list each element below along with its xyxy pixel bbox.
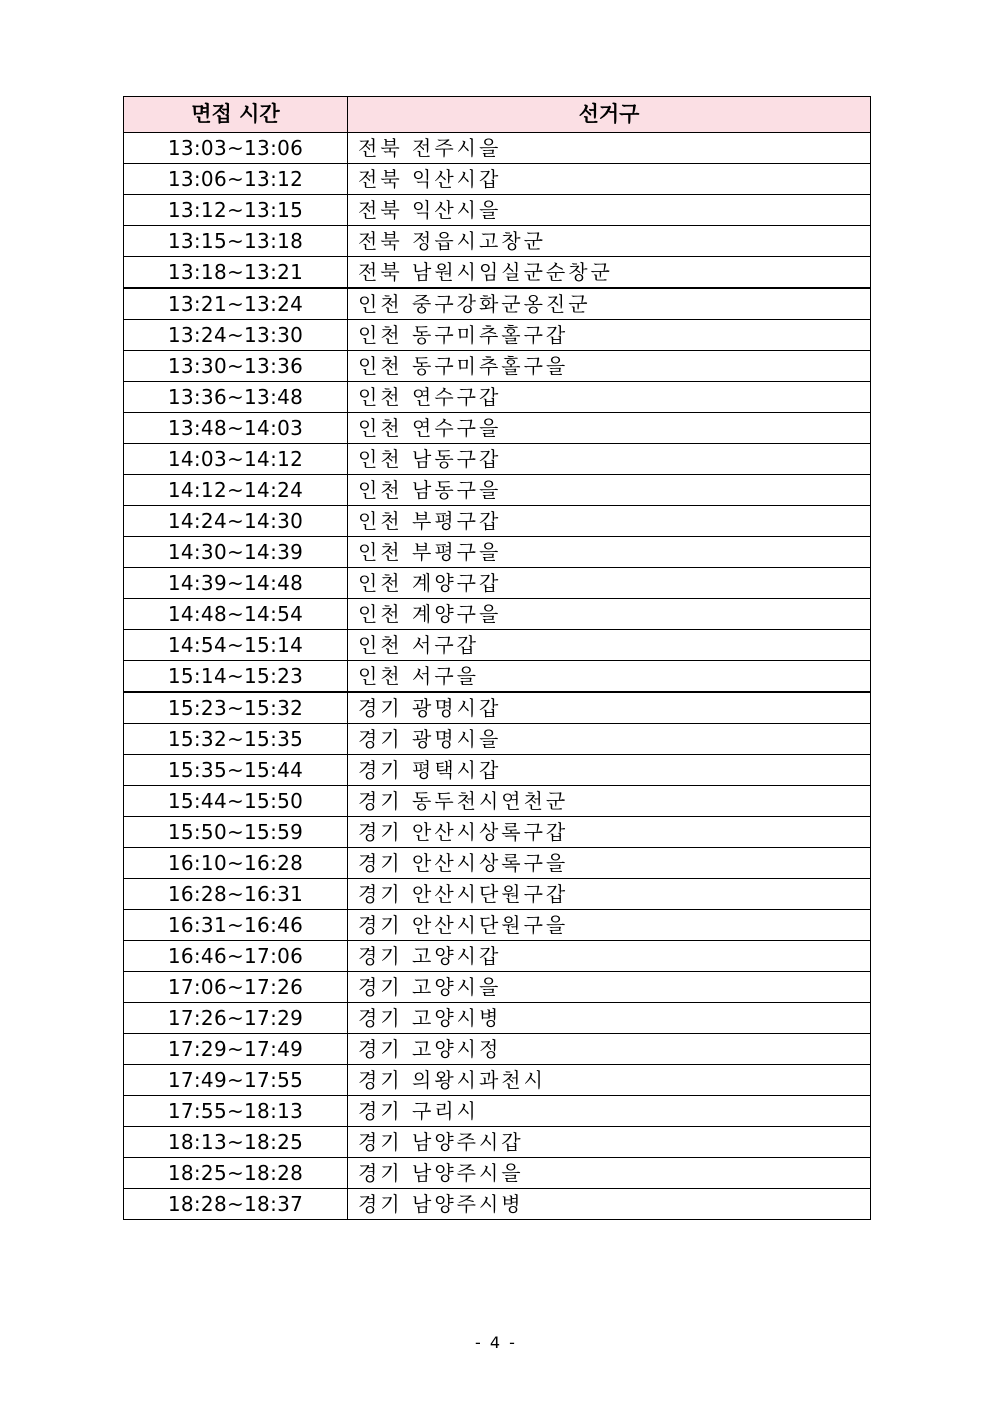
interview-time-cell: 14:39~14:48 (124, 568, 348, 599)
page-number: - 4 - (475, 1333, 517, 1352)
interview-time-cell: 13:21~13:24 (124, 288, 348, 320)
electoral-district-cell: 인천 서구갑 (348, 630, 871, 661)
table-row (124, 817, 871, 848)
interview-time-cell: 17:06~17:26 (124, 972, 348, 1003)
electoral-district-cell: 인천 연수구갑 (348, 382, 871, 413)
table-row (124, 288, 871, 320)
interview-time-cell: 15:14~15:23 (124, 661, 348, 693)
table-row (124, 195, 871, 226)
electoral-district-cell: 경기 고양시병 (348, 1003, 871, 1034)
interview-time-cell: 17:49~17:55 (124, 1065, 348, 1096)
electoral-district-cell: 경기 안산시상록구갑 (348, 817, 871, 848)
electoral-district-cell: 경기 남양주시병 (348, 1189, 871, 1220)
electoral-district-cell: 경기 고양시을 (348, 972, 871, 1003)
table-row (124, 972, 871, 1003)
interview-time-cell: 16:28~16:31 (124, 879, 348, 910)
interview-time-cell: 15:23~15:32 (124, 692, 348, 724)
interview-time-cell: 13:36~13:48 (124, 382, 348, 413)
table-row (124, 226, 871, 257)
electoral-district-cell: 경기 안산시단원구을 (348, 910, 871, 941)
interview-time-cell: 13:15~13:18 (124, 226, 348, 257)
interview-time-cell: 18:25~18:28 (124, 1158, 348, 1189)
table-row (124, 1127, 871, 1158)
table-row (124, 413, 871, 444)
interview-time-cell: 15:35~15:44 (124, 755, 348, 786)
table-row (124, 1189, 871, 1220)
table-row (124, 879, 871, 910)
electoral-district-cell: 인천 계양구을 (348, 599, 871, 630)
interview-time-cell: 14:24~14:30 (124, 506, 348, 537)
electoral-district-cell: 인천 부평구갑 (348, 506, 871, 537)
table-row (124, 568, 871, 599)
interview-time-cell: 16:10~16:28 (124, 848, 348, 879)
table-row (124, 599, 871, 630)
electoral-district-cell: 전북 정읍시고창군 (348, 226, 871, 257)
electoral-district-cell: 인천 중구강화군옹진군 (348, 288, 871, 320)
electoral-district-cell: 경기 남양주시갑 (348, 1127, 871, 1158)
interview-time-cell: 14:03~14:12 (124, 444, 348, 475)
interview-time-cell: 15:32~15:35 (124, 724, 348, 755)
table-row (124, 786, 871, 817)
table-row (124, 351, 871, 382)
interview-time-cell: 17:55~18:13 (124, 1096, 348, 1127)
table-row (124, 444, 871, 475)
table-row (124, 506, 871, 537)
interview-time-cell: 13:30~13:36 (124, 351, 348, 382)
electoral-district-cell: 전북 남원시임실군순창군 (348, 257, 871, 289)
header-row (124, 97, 871, 133)
table-row (124, 1003, 871, 1034)
table-row (124, 257, 871, 289)
header-electoral-district: 선거구 (348, 97, 871, 133)
electoral-district-cell: 경기 광명시을 (348, 724, 871, 755)
electoral-district-cell: 전북 익산시을 (348, 195, 871, 226)
interview-time-cell: 13:18~13:21 (124, 257, 348, 289)
interview-time-cell: 17:29~17:49 (124, 1034, 348, 1065)
table-row (124, 692, 871, 724)
electoral-district-cell: 경기 평택시갑 (348, 755, 871, 786)
electoral-district-cell: 인천 남동구갑 (348, 444, 871, 475)
interview-time-cell: 15:44~15:50 (124, 786, 348, 817)
electoral-district-cell: 인천 계양구갑 (348, 568, 871, 599)
table-row (124, 755, 871, 786)
electoral-district-cell: 경기 안산시단원구갑 (348, 879, 871, 910)
table-row (124, 320, 871, 351)
table-row (124, 848, 871, 879)
interview-time-cell: 13:12~13:15 (124, 195, 348, 226)
electoral-district-cell: 경기 광명시갑 (348, 692, 871, 724)
table-row (124, 1096, 871, 1127)
electoral-district-cell: 경기 남양주시을 (348, 1158, 871, 1189)
interview-time-cell: 18:13~18:25 (124, 1127, 348, 1158)
interview-time-cell: 18:28~18:37 (124, 1189, 348, 1220)
table-row (124, 1158, 871, 1189)
electoral-district-cell: 전북 익산시갑 (348, 164, 871, 195)
interview-time-cell: 13:03~13:06 (124, 133, 348, 164)
table-body (124, 133, 871, 1220)
table-row (124, 382, 871, 413)
interview-time-cell: 14:48~14:54 (124, 599, 348, 630)
table-row (124, 133, 871, 164)
table-row (124, 164, 871, 195)
header-interview-time: 면접 시간 (124, 97, 348, 133)
table-row (124, 475, 871, 506)
table-row (124, 661, 871, 693)
electoral-district-cell: 경기 동두천시연천군 (348, 786, 871, 817)
interview-time-cell: 16:31~16:46 (124, 910, 348, 941)
interview-time-cell: 14:30~14:39 (124, 537, 348, 568)
interview-time-cell: 17:26~17:29 (124, 1003, 348, 1034)
table-row (124, 537, 871, 568)
electoral-district-cell: 경기 고양시갑 (348, 941, 871, 972)
table-row (124, 724, 871, 755)
electoral-district-cell: 경기 고양시정 (348, 1034, 871, 1065)
interview-time-cell: 13:48~14:03 (124, 413, 348, 444)
table-row (124, 910, 871, 941)
table-row (124, 630, 871, 661)
interview-time-cell: 14:12~14:24 (124, 475, 348, 506)
electoral-district-cell: 인천 서구을 (348, 661, 871, 693)
electoral-district-cell: 인천 남동구을 (348, 475, 871, 506)
interview-time-cell: 13:24~13:30 (124, 320, 348, 351)
electoral-district-cell: 경기 의왕시과천시 (348, 1065, 871, 1096)
interview-time-cell: 16:46~17:06 (124, 941, 348, 972)
electoral-district-cell: 인천 동구미추홀구갑 (348, 320, 871, 351)
table-row (124, 941, 871, 972)
interview-schedule-table (123, 96, 871, 1220)
table-header (124, 97, 871, 133)
table-row (124, 1065, 871, 1096)
interview-time-cell: 14:54~15:14 (124, 630, 348, 661)
interview-time-cell: 13:06~13:12 (124, 164, 348, 195)
electoral-district-cell: 인천 부평구을 (348, 537, 871, 568)
table-row (124, 1034, 871, 1065)
electoral-district-cell: 경기 안산시상록구을 (348, 848, 871, 879)
electoral-district-cell: 인천 연수구을 (348, 413, 871, 444)
electoral-district-cell: 경기 구리시 (348, 1096, 871, 1127)
electoral-district-cell: 인천 동구미추홀구을 (348, 351, 871, 382)
electoral-district-cell: 전북 전주시을 (348, 133, 871, 164)
interview-time-cell: 15:50~15:59 (124, 817, 348, 848)
